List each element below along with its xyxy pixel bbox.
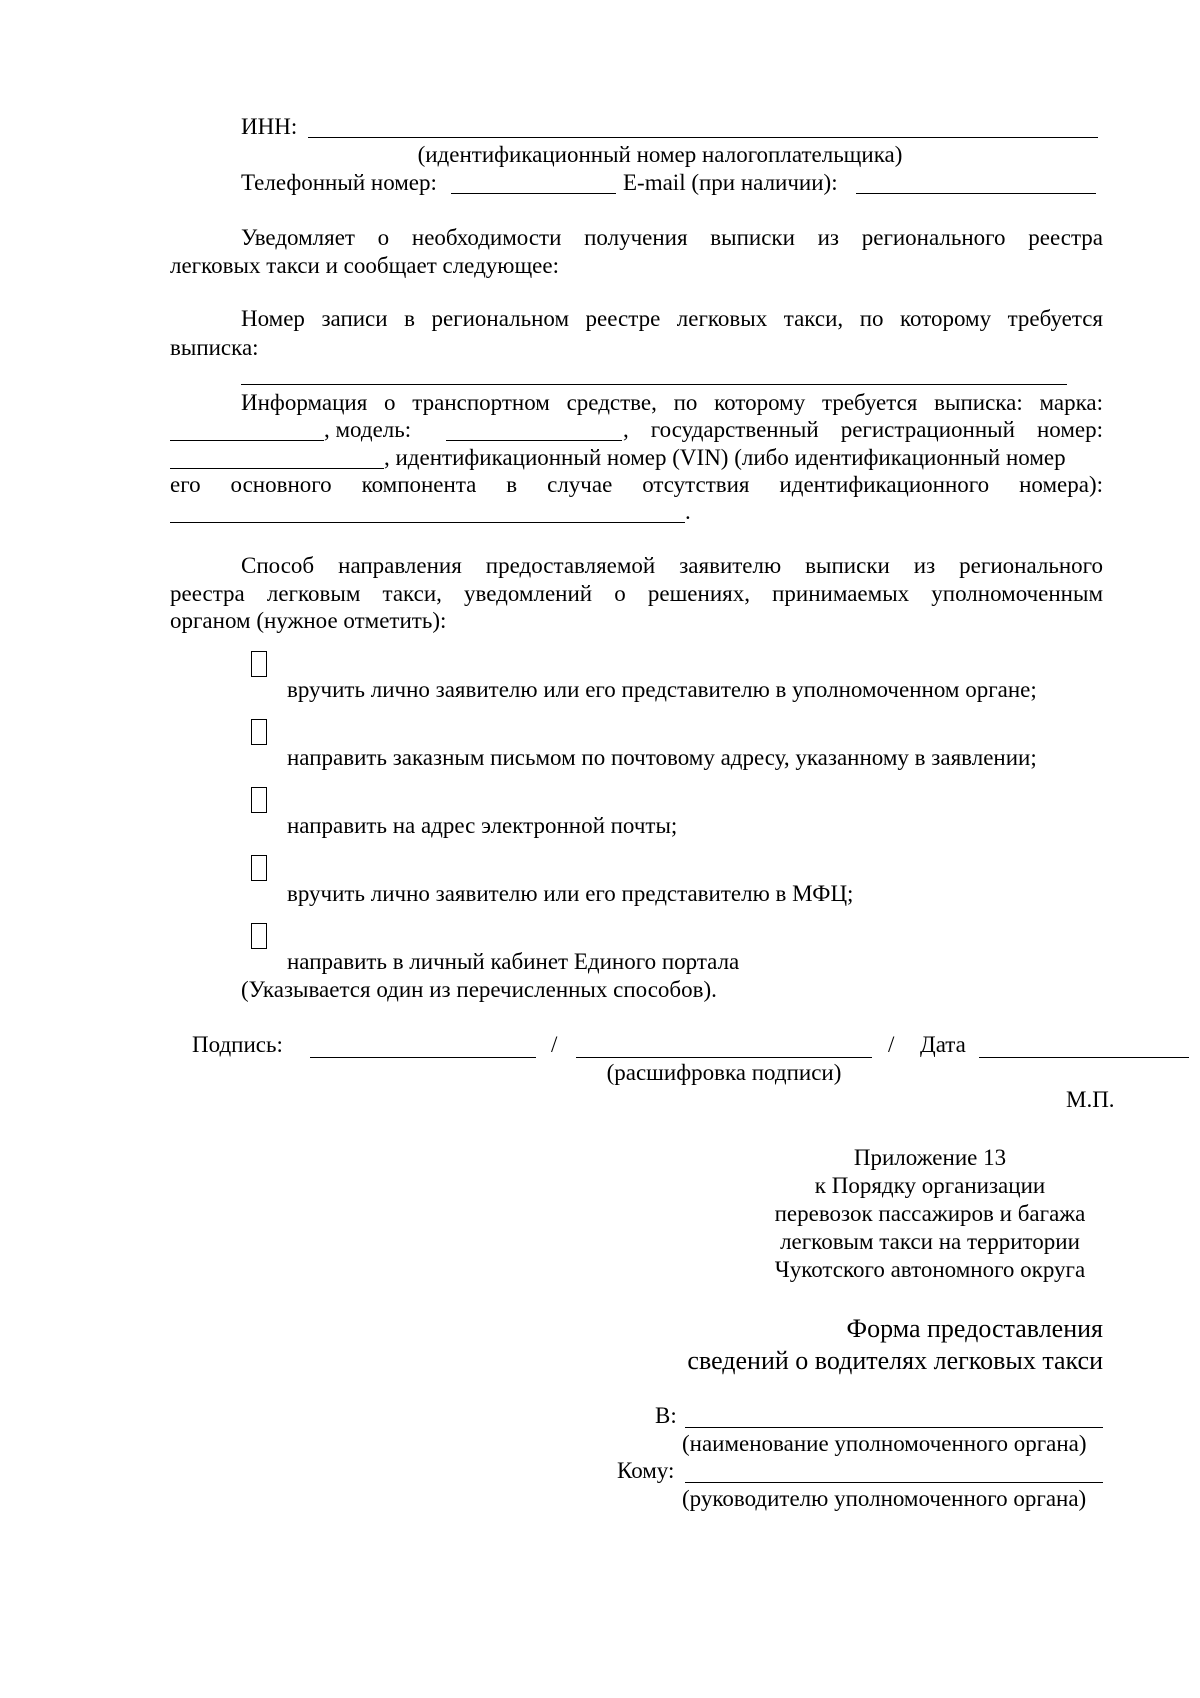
option-label-4: вручить лично заявителю или его представителю в МФЦ; [287, 881, 854, 906]
record-number-input-line[interactable] [241, 384, 1067, 385]
recipient-to-caption: (наименование уполномоченного органа) [682, 1431, 1087, 1456]
recipient-whom-caption: (руководителю уполномоченного органа) [682, 1486, 1087, 1511]
appendix-line-2: к Порядку организации [814, 1173, 1046, 1198]
brand-input-line[interactable] [170, 440, 324, 441]
recipient-whom-input-line[interactable] [685, 1482, 1103, 1483]
method-note: (Указывается один из перечисленных способов). [241, 977, 717, 1002]
option-checkbox-5[interactable] [251, 923, 267, 949]
appendix-line-3: перевозок пассажиров и багажа [774, 1201, 1086, 1226]
inn-input-line[interactable] [308, 137, 1098, 138]
option-label-3: направить на адрес электронной почты; [287, 813, 678, 838]
method-line-3: органом (нужное отметить): [170, 608, 447, 633]
notice-line-1: Уведомляет о необходимости получения выписки из регионального реестра [241, 225, 1103, 250]
signature-input-line[interactable] [310, 1057, 536, 1058]
signature-label: Подпись: [192, 1032, 283, 1057]
option-checkbox-3[interactable] [251, 787, 267, 813]
vin-input-line[interactable] [170, 522, 685, 523]
vehicle-model-label: , модель: [324, 417, 412, 442]
signature-caption: (расшифровка подписи) [606, 1060, 842, 1085]
stamp-label: М.П. [1066, 1087, 1115, 1112]
method-line-1: Способ направления предоставляемой заявителю выписки из регионального [241, 553, 1103, 578]
vehicle-line-4: его основного компонента в случае отсутствия идентификационного номера): [170, 472, 1103, 497]
notice-line-2: легковых такси и сообщает следующее: [170, 253, 559, 278]
signature-slash-1: / [551, 1032, 558, 1057]
record-line-1: Номер записи в региональном реестре легковых такси, по которому требуется [241, 306, 1103, 331]
recipient-to-label: В: [655, 1403, 677, 1428]
option-checkbox-2[interactable] [251, 719, 267, 745]
appendix-line-5: Чукотского автономного округа [774, 1257, 1086, 1282]
signature-slash-2: / [888, 1032, 895, 1057]
option-checkbox-4[interactable] [251, 855, 267, 881]
phone-input-line[interactable] [451, 193, 616, 194]
regnum-input-line[interactable] [170, 468, 384, 469]
appendix-block [730, 1144, 1130, 1284]
phone-label: Телефонный номер: [241, 170, 437, 195]
option-label-5: направить в личный кабинет Единого портала [287, 949, 740, 974]
form-title-line-1: Форма предоставления [846, 1314, 1103, 1343]
vehicle-line-5-end: . [685, 499, 691, 524]
record-line-2: выписка: [170, 335, 259, 360]
appendix-line-1: Приложение 13 [853, 1145, 1007, 1170]
option-label-2: направить заказным письмом по почтовому адресу, указанному в заявлении; [287, 745, 1037, 770]
recipient-whom-label: Кому: [617, 1458, 675, 1483]
inn-caption: (идентификационный номер налогоплательщика) [417, 142, 903, 167]
vehicle-line-3: , идентификационный номер (VIN) (либо идентификационный номер [384, 445, 1066, 470]
vehicle-regnum-label: , государственный регистрационный номер: [623, 417, 1103, 442]
appendix-line-4: легковым такси на территории [780, 1229, 1080, 1254]
option-label-1: вручить лично заявителю или его представителю в уполномоченном органе; [287, 677, 1037, 702]
date-input-line[interactable] [979, 1057, 1189, 1058]
form-title-line-2: сведений о водителях легковых такси [687, 1346, 1103, 1375]
date-label: Дата [920, 1032, 966, 1057]
recipient-to-input-line[interactable] [685, 1427, 1103, 1428]
signature-decode-input-line[interactable] [576, 1057, 872, 1058]
method-line-2: реестра легковым такси, уведомлений о решениях, принимаемых уполномоченным [170, 581, 1103, 606]
inn-label: ИНН: [241, 114, 298, 139]
option-checkbox-1[interactable] [251, 651, 267, 677]
email-label: E-mail (при наличии): [623, 170, 838, 195]
email-input-line[interactable] [856, 193, 1096, 194]
vehicle-line-1: Информация о транспортном средстве, по которому требуется выписка: марка: [241, 390, 1103, 415]
model-input-line[interactable] [446, 440, 622, 441]
